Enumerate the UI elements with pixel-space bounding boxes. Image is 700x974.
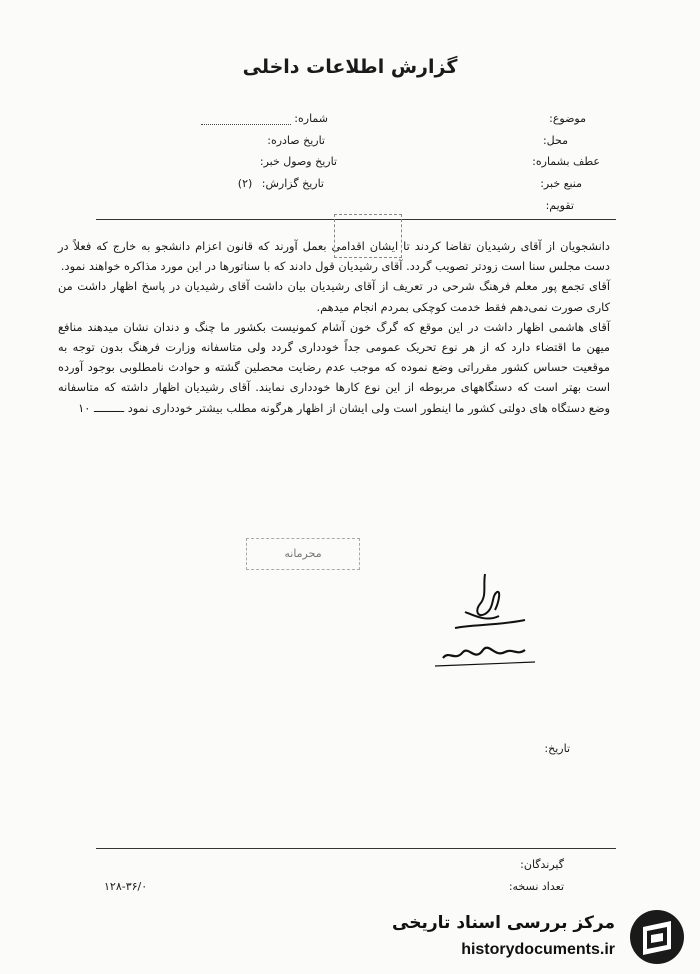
report-date-field [238, 177, 324, 190]
footer-separator [96, 848, 616, 849]
archive-watermark [392, 905, 695, 971]
attachment-label: عطف بشماره: [532, 155, 600, 168]
issue-date-field [267, 134, 325, 147]
signature-mark [425, 566, 545, 686]
subject-label: موضوع: [549, 112, 586, 125]
body-paragraph-1: دانشجویان از آقای رشیدیان تقاضا کردند تا ایشان اقدامی بعمل آورند که قانون اعزام دانشجو به خارج که فعلاً در دست مجلس سنا است زودتر تصویب گردد. آقای رشیدیان قول دادند که با سناتورها در این مورد مذاکره خواهند نمود. [58, 239, 610, 274]
archive-name: مرکز بررسی اسناد تاریخی [392, 913, 615, 933]
evaluation-label: تقویم: [545, 199, 574, 212]
number-field [201, 112, 328, 125]
number-label: شماره: [294, 112, 328, 125]
note-field [544, 742, 570, 755]
archive-emblem-icon [627, 907, 687, 967]
body-paragraph-2: آقای تجمع پور معلم فرهنگ شرحی در تعریف از آقای رشیدیان بیان داشت آقای رشیدیان در پاسخ اظهار داشت من کاری صورت نمی‌دهم فقط خدمت کوچکی بمردم انجام میدهم. [58, 279, 610, 314]
copies-label: تعداد نسخه: [508, 880, 564, 893]
source-field [540, 177, 582, 190]
attachment-field [532, 155, 600, 168]
classification-stamp: محرمانه [246, 538, 360, 570]
body-paragraph-3: آقای هاشمی اظهار داشت در این موقع که گرگ خون آشام کمونیست بکشور ما چنگ و دندان نشان میدهند منافع میهن ما اقتضاء دارد که از هر نوع تحریک عمومی جداً خودداری گردد ولی متاسفانه وزارت فرهنگ بدون توجه به موقعیت حساس کشور مقرراتی وضع نموده که موجب عدم رضایت محصلین گشته و حوادث نامطلوبی بوجود آورده است بهتر است که دستگاههای مربوطه از این نوع کارها خودداری نمایند. آقای رشیدیان اظهار داشته که متاسفانه وضع دستگاه های دولتی کشور ما اینطور است ولی ایشان از اظهار هرگونه مطلب بیشتر خودداری نمود ـــــــــ ۱۰ [58, 319, 610, 415]
receive-date-label: تاریخ وصول خبر: [259, 155, 337, 168]
source-value: (۲) [237, 177, 253, 190]
evaluation-field [546, 199, 574, 212]
subject-field [549, 112, 586, 125]
document-number: ۱۲۸-۳۶/۰ [104, 880, 148, 893]
receive-date-field [260, 155, 337, 168]
report-body [58, 236, 610, 418]
archive-url: historydocuments.ir [461, 941, 615, 958]
faint-stamp-box [334, 214, 402, 258]
copies-field [509, 880, 564, 893]
note-label: تاریخ: [544, 742, 570, 755]
recipients-field [520, 858, 564, 871]
document-title: گزارش اطلاعات داخلی [242, 56, 458, 78]
place-label: محل: [542, 134, 568, 147]
issue-date-label: تاریخ صادره: [267, 134, 325, 147]
source-label: منبع خبر: [540, 177, 582, 190]
place-field [543, 134, 568, 147]
recipients-label: گیرندگان: [520, 858, 564, 871]
report-date-label: تاریخ گزارش: [261, 177, 324, 190]
